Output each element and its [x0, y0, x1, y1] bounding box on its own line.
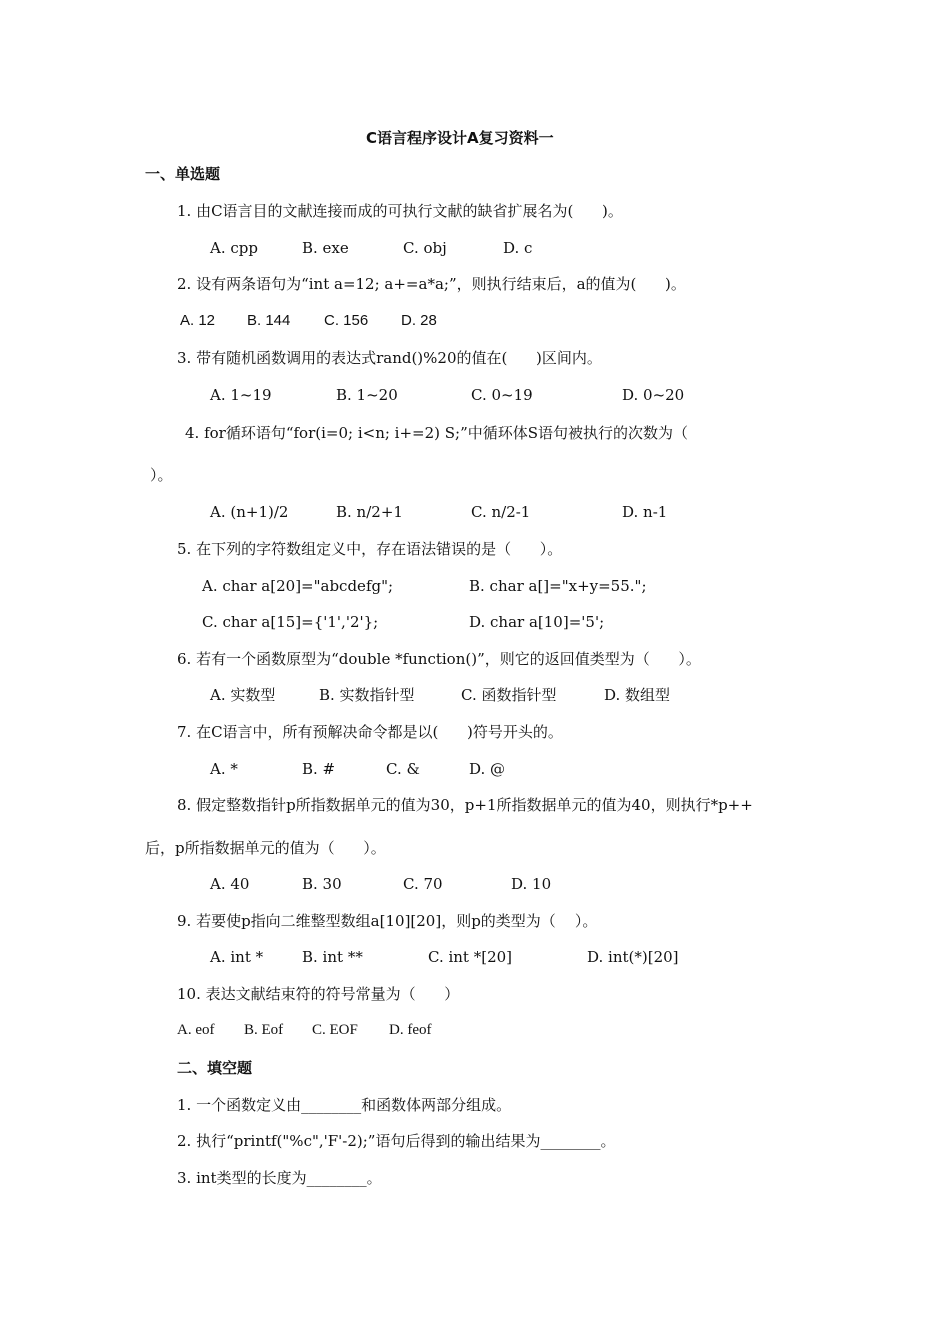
q9-option-c: C. int *[20] — [428, 948, 513, 966]
q10-option-a: A. eof — [177, 1022, 215, 1038]
q8-option-a: A. 40 — [210, 875, 250, 893]
q1-option-c: C. obj — [403, 239, 447, 257]
q7-option-d: D. @ — [469, 760, 506, 778]
fill-question-3: 3. int类型的长度为________。 — [177, 1169, 382, 1187]
section-heading-fill-in: 二、填空题 — [177, 1059, 253, 1077]
q3-option-b: B. 1~20 — [336, 386, 398, 404]
q2-option-c: C. 156 — [324, 312, 369, 329]
q2-option-b: B. 144 — [247, 312, 291, 329]
question-1: 1. 由C语言目的文献连接而成的可执行文献的缺省扩展名为( )。 — [177, 202, 623, 220]
question-3: 3. 带有随机函数调用的表达式rand()%20的值在( )区间内。 — [177, 349, 602, 367]
q10-option-c: C. EOF — [312, 1022, 358, 1038]
q3-option-c: C. 0~19 — [471, 386, 533, 404]
q3-option-a: A. 1~19 — [210, 386, 272, 404]
question-6: 6. 若有一个函数原型为“double *function()”，则它的返回值类型为（ ）。 — [177, 650, 701, 668]
q8-option-d: D. 10 — [511, 875, 552, 893]
q8-option-c: C. 70 — [403, 875, 443, 893]
q9-option-b: B. int ** — [302, 948, 363, 966]
q7-option-a: A. * — [210, 760, 238, 778]
q1-option-d: D. c — [503, 239, 533, 257]
question-4-continued: ）。 — [150, 466, 173, 484]
q6-option-b: B. 实数指针型 — [319, 686, 415, 704]
q6-option-d: D. 数组型 — [604, 686, 671, 704]
q8-option-b: B. 30 — [302, 875, 342, 893]
q2-option-a: A. 12 — [180, 312, 216, 329]
q5-option-c: C. char a[15]={'1','2'}; — [202, 613, 379, 631]
q4-option-a: A. (n+1)/2 — [210, 503, 289, 521]
q5-option-b: B. char a[]="x+y=55."; — [469, 577, 647, 595]
q4-option-c: C. n/2-1 — [471, 503, 531, 521]
section-heading-single-choice: 一、单选题 — [145, 165, 221, 183]
q6-option-a: A. 实数型 — [210, 686, 276, 704]
q2-option-d: D. 28 — [401, 312, 437, 329]
q9-option-d: D. int(*)[20] — [587, 948, 679, 966]
question-9: 9. 若要使p指向二维整型数组a[10][20]，则p的类型为（ ）。 — [177, 912, 598, 930]
q6-option-c: C. 函数指针型 — [461, 686, 557, 704]
fill-question-2: 2. 执行“printf("%c",'F'-2);”语句后得到的输出结果为________。 — [177, 1132, 616, 1150]
q3-option-d: D. 0~20 — [622, 386, 685, 404]
question-8-continued: 后，p所指数据单元的值为（ ）。 — [145, 839, 386, 857]
question-8: 8. 假定整数指针p所指数据单元的值为30，p+1所指数据单元的值为40，则执行*p++ — [177, 796, 753, 814]
question-5: 5. 在下列的字符数组定义中，存在语法错误的是（ ）。 — [177, 540, 563, 558]
q5-option-a: A. char a[20]="abcdefg"; — [202, 577, 394, 595]
q9-option-a: A. int * — [210, 948, 264, 966]
q1-option-a: A. cpp — [210, 239, 258, 257]
q7-option-b: B. # — [302, 760, 336, 778]
q10-option-d: D. feof — [389, 1022, 432, 1038]
q7-option-c: C. & — [386, 760, 420, 778]
question-10: 10. 表达文献结束符的符号常量为（ ） — [177, 985, 460, 1003]
q5-option-d: D. char a[10]='5'; — [469, 613, 605, 631]
q4-option-b: B. n/2+1 — [336, 503, 403, 521]
fill-question-1: 1. 一个函数定义由________和函数体两部分组成。 — [177, 1096, 512, 1114]
question-2: 2. 设有两条语句为“int a=12; a+=a*a;”，则执行结束后，a的值为( )。 — [177, 275, 686, 293]
q1-option-b: B. exe — [302, 239, 349, 257]
question-7: 7. 在C语言中，所有预解决命令都是以( )符号开头的。 — [177, 723, 563, 741]
page-title: C语言程序设计A复习资料一 — [366, 129, 554, 147]
q4-option-d: D. n-1 — [622, 503, 668, 521]
question-4: 4. for循环语句“for(i=0; i<n; i+=2) S;”中循环体S语句被执行的次数为（ — [185, 424, 689, 442]
q10-option-b: B. Eof — [244, 1022, 284, 1038]
